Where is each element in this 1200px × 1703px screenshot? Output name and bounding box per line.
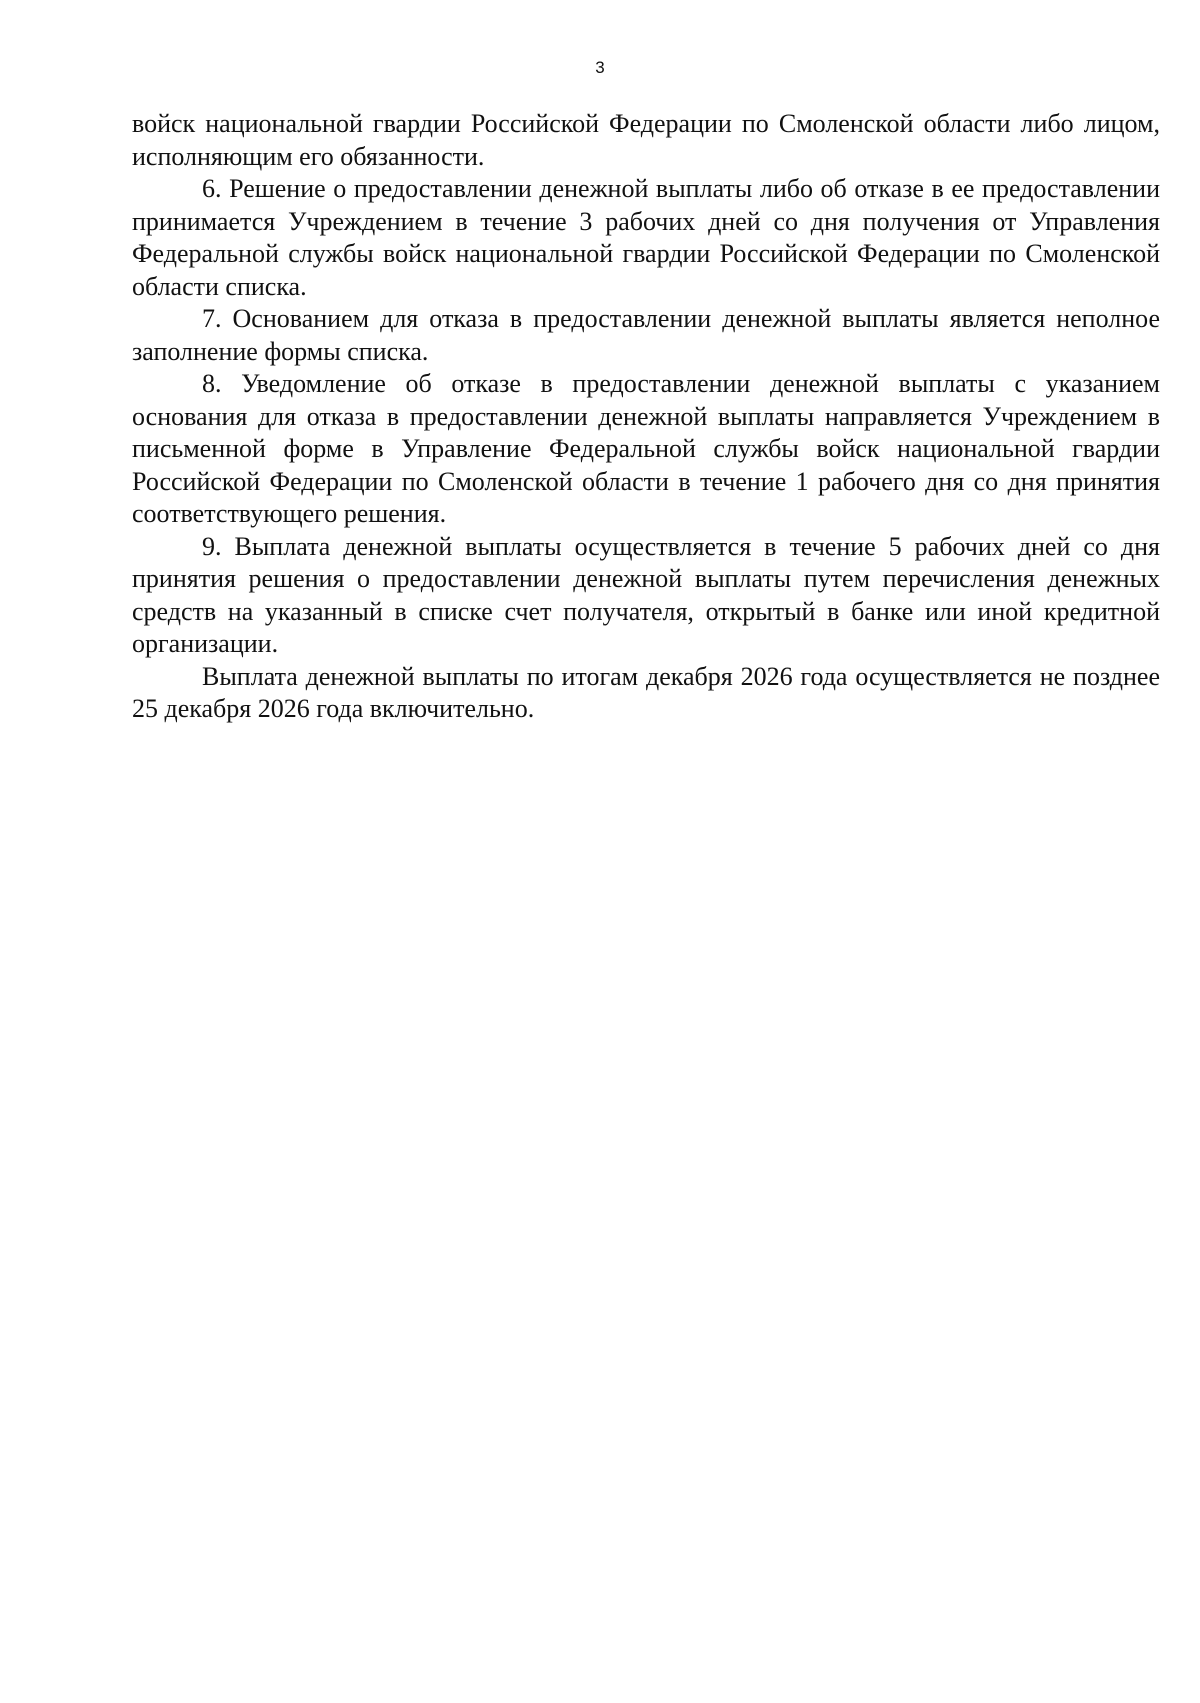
paragraph-continuation: войск национальной гвардии Российской Федерации по Смоленской области либо лицом, исполняющим его обязанности. <box>132 109 1160 171</box>
document-body <box>132 108 1160 726</box>
paragraph-item-7: 7. Основанием для отказа в предоставлении денежной выплаты является неполное заполнение формы списка. <box>132 304 1160 366</box>
paragraph-item-9-deadline: Выплата денежной выплаты по итогам декабря 2026 года осуществляется не позднее 25 декабря 2026 года включительно. <box>132 661 1160 723</box>
page-number: 3 <box>595 58 605 77</box>
paragraph-item-6: 6. Решение о предоставлении денежной выплаты либо об отказе в ее предоставлении принимается Учреждением в течение 3 рабочих дней со дня получения от Управления Федеральной службы войск национальной гвардии Российской Федерации по Смоленской области списка. <box>132 174 1160 301</box>
paragraph-item-9: 9. Выплата денежной выплаты осуществляется в течение 5 рабочих дней со дня принятия решения о предоставлении денежной выплаты путем перечисления денежных средств на указанный в списке счет получателя, открытый в банке или иной кредитной организации. <box>132 531 1160 658</box>
paragraph-item-8: 8. Уведомление об отказе в предоставлении денежной выплаты с указанием основания для отказа в предоставлении денежной выплаты направляется Учреждением в письменной форме в Управление Федеральной службы войск национальной гвардии Российской Федерации по Смоленской области в течение 1 рабочего дня со дня принятия соответствующего решения. <box>132 369 1160 528</box>
